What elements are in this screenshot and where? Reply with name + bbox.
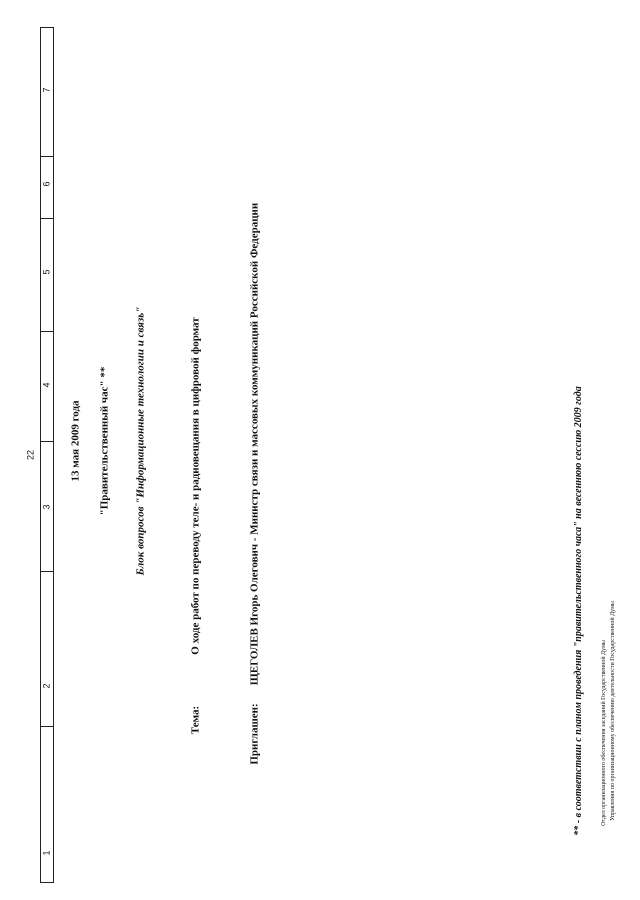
column-number: 3 [41, 504, 52, 510]
column-divider [41, 571, 53, 572]
footnote: ** - в соответствии с планом проведения "правительственного часа" на весеннюю сессию 2009 года [573, 386, 584, 836]
event-block: Блок вопросов "Информационные технологии и связь" [134, 306, 147, 576]
event-title: "Правительственный час" ** [98, 366, 111, 516]
footer-department: Отдел организационного обеспечения заседаний Государственной Думы [601, 640, 607, 826]
event-date: 13 мая 2009 года [69, 400, 82, 482]
page-number: 22 [25, 449, 36, 461]
column-divider [41, 156, 53, 157]
table-header-strip [40, 27, 54, 883]
footer-administration: Управления по организационному обеспечению деятельности Государственной Думы [610, 601, 616, 821]
topic-text: О ходе работ по переводу теле- и радиовещания в цифровой формат [189, 317, 202, 655]
column-number: 2 [41, 683, 52, 689]
column-number: 1 [41, 850, 52, 856]
column-number: 7 [41, 87, 52, 93]
column-divider [41, 726, 53, 727]
invited-text: ЩЕГОЛЕВ Игорь Олегович - Министр связи и массовых коммуникаций Российской Федерации [248, 202, 261, 686]
column-divider [41, 218, 53, 219]
invited-label: Приглашен: [248, 703, 261, 765]
column-number: 4 [41, 382, 52, 388]
topic-label: Тема: [189, 705, 202, 735]
column-number: 5 [41, 269, 52, 275]
column-divider [41, 441, 53, 442]
column-number: 6 [41, 181, 52, 187]
column-divider [41, 331, 53, 332]
